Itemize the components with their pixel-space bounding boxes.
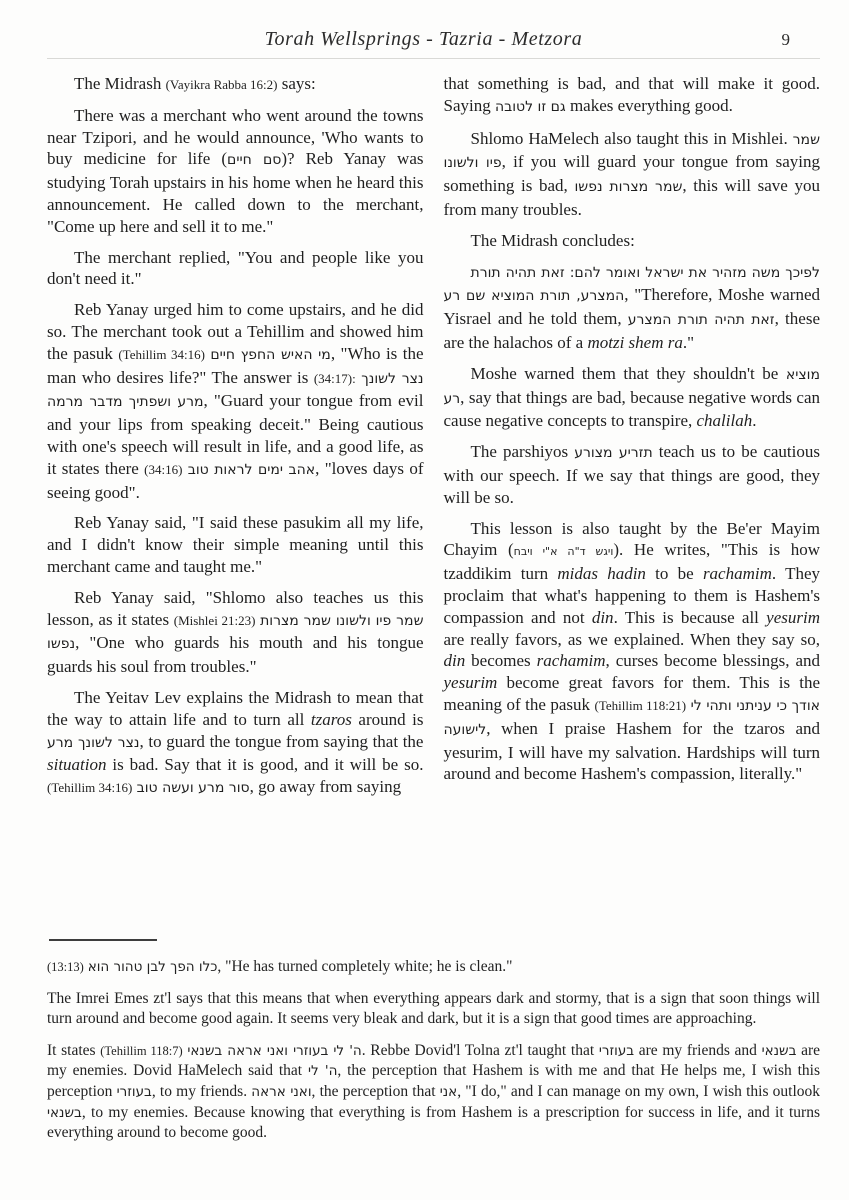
paragraph [47,73,424,96]
hebrew-text: בעוזרי [598,1042,635,1059]
text-run: Reb Yanay urged him to come upstairs, and he did so. The merchant took out a Tehillim and showed him the pasuk [47,300,424,363]
italic-term: chalilah [696,411,753,431]
italic-term: motzi shem ra [587,332,683,352]
italic-term: situation [47,755,107,775]
text-run: , this will save you from many troubles. [443,176,821,219]
footnotes-section [47,957,820,1144]
text-columns [47,73,820,923]
page-number: 9 [781,30,790,49]
text-run: , to guard the tongue from saying that the [139,731,424,751]
paragraph [444,230,821,252]
hebrew-text: מי האיש החפץ חיים [210,346,331,363]
hebrew-text: נצר לשונך מרע [47,734,140,751]
paragraph [444,441,821,508]
text-run: The Midrash concludes: [470,230,635,250]
hebrew-text: תזריע מצורע [574,445,653,462]
text-run: becomes [465,651,537,671]
hebrew-text: גם זו לטובה [494,98,566,115]
paragraph [47,587,424,678]
text-run: The Imrei Emes zt'l says that this means that when everything appears dark and stormy, that is a sign that soon things will turn around and become good again. It seems very bleak and dark, but it is a sign that good times are approaching. [47,989,820,1028]
hebrew-text: בעוזרי [116,1083,152,1100]
italic-term: rachamim [702,564,772,584]
text-run: , "Guard your tongue from evil and your lips from speaking deceit." Being cautious with one's speech will result in life, and a good life, as it states there [47,391,424,478]
hebrew-text: ואני אראה [251,1083,312,1100]
text-run: The Midrash [74,74,166,93]
hebrew-text: כלו הפך לבן טהור הוא [87,959,218,975]
text-run: are my friends and [634,1041,762,1059]
hebrew-text: סם חיים [227,152,282,169]
citation: (Mishlei 21:23) [173,612,256,628]
text-run: , curses become blessings, and [605,651,820,671]
hebrew-text: בשנאי [47,1104,82,1121]
italic-term: din [443,651,466,671]
hebrew-text: אודך כי עניתני ותהי לי לישועה [443,697,820,738]
paragraph [47,247,424,291]
hebrew-text: לפיכך משה מזהיר את ישראל ואומר להם: זאת תהיה תורת המצרע, תורת המוציא שם רע [443,264,820,305]
paragraph [47,512,424,577]
text-run: makes everything good. [565,95,733,115]
text-run: Reb Yanay said, "I said these pasukim all my life, and I didn't know their simple meaning until this merchant came and taught me." [47,513,424,576]
text-run: , "Who is the man who desires life?" The answer is [47,343,424,387]
paragraph [47,957,820,978]
hebrew-text: שמר פיו ולשונו שמר מצרות נפשו [47,612,424,653]
hebrew-citation: ויגש ד"ה א"י ויבח [513,545,614,559]
paragraph [444,128,821,221]
paragraph [47,299,424,503]
text-run: , to my friends. [151,1082,252,1100]
text-run: The parshiyos [470,442,575,462]
text-run: around is [351,709,424,729]
text-run: ." [682,332,695,352]
text-run: There was a merchant who went around the towns near Tzipori, and he would announce, 'Who wants to buy medicine for life ( [47,105,424,169]
text-run: The merchant replied, "You and people like you don't need it." [47,247,424,289]
text-run: are my enemies. Dovid HaMelech said that [47,1041,821,1080]
text-run: , "I do," and I can manage on my own, I wish this outlook [457,1082,821,1100]
hebrew-text: אהב ימים לראות טוב [187,461,316,478]
paragraph [444,363,821,432]
paragraph [47,687,424,800]
text-run: to be [645,564,703,584]
text-run: It states [47,1041,101,1059]
text-run: The Yeitav Lev explains the Midrash to mean that the way to attain life and to turn all [47,687,424,729]
page-header [47,24,820,59]
text-run: , "loves days of seeing good". [47,458,424,502]
paragraph [444,518,821,786]
paragraph [444,261,821,354]
text-run: , when I praise Hashem for the tzaros and yesurim, I will have my salvation. Hardships will turn around and become Hashem's compassion, literally." [443,718,820,784]
italic-term: midas hadin [557,564,646,584]
italic-term: yesurim [443,673,498,693]
paragraph [47,1041,820,1144]
text-run: are really favors, as we explained. When they say so, [443,629,820,649]
text-run: . This is because all [613,607,767,627]
citation: (Tehillim 34:16) [47,780,133,796]
text-run: . [752,411,757,431]
page-title: Torah Wellsprings - Tazria - Metzora [264,28,583,50]
text-run: , go away from saying [249,777,402,797]
italic-term: din [591,607,614,627]
text-run: that something is bad, and that will make it good. Saying [443,74,820,115]
hebrew-text: זאת תהיה תורת המצרע [627,312,775,329]
text-run: teach us to be cautious with our speech. If we say that things are good, they will be so. [443,442,820,507]
text-run: , say that things are bad, because negative words can cause negative concepts to transpire, [443,387,820,431]
italic-term: rachamim [536,651,606,671]
text-run: , to my enemies. Because knowing that everything is from Hashem is a prescription for success in life, and it turns everything around to become good. [47,1103,820,1142]
hebrew-text: סור מרע ועשה טוב [136,780,250,797]
text-run: , the perception that [311,1082,440,1100]
text-run: , "He has turned completely white; he is clean." [217,958,513,975]
paragraph [47,989,820,1030]
text-run: Reb Yanay said, "Shlomo also teaches us this lesson, as it states [47,587,424,629]
text-run: , if you will guard your tongue from saying something is bad, [443,152,820,196]
right-column [444,73,821,794]
text-run: , "Therefore, Moshe warned Yisrael and he told them, [443,285,821,329]
left-column [47,73,424,809]
citation: (Vayikra Rabba 16:2) [165,77,278,92]
hebrew-text: מוציא רע [443,366,820,407]
text-run: Shlomo HaMelech also taught this in Mishlei. [470,128,793,148]
text-run: , "One who guards his mouth and his tongue guards his soul from troubles." [47,633,424,677]
citation: (Tehillim 34:16) [118,346,205,362]
text-run: . They proclaim that what's happening to them is Hashem's compassion and not [443,564,821,627]
citation: (Tehillim 118:7) [100,1043,183,1058]
footnote-separator [49,939,157,941]
paragraph [444,73,821,119]
hebrew-text: ה' לי בעוזרי ואני אראה בשנאי [187,1042,362,1059]
italic-term: tzaros [310,709,352,729]
italic-term: yesurim [766,607,820,627]
hebrew-text: שמר פיו ולשונו [443,131,820,172]
text-run: This lesson is also taught by the Be'er Mayim Chayim ( [443,518,820,560]
text-run: )? Reb Yanay was studying Torah upstairs in his home when he heard this announcement. He called down to the merchant, "Come up here and sell it to me." [47,149,424,236]
text-run: . Rebbe Dovid'l Tolna zt'l taught that [361,1041,599,1059]
hebrew-text: ה' לי [307,1063,338,1080]
citation: (34:16) [144,461,183,477]
citation: (13:13) [47,960,84,974]
text-run: , the perception that Hashem is with me and that He helps me, I wish this perception [47,1062,820,1100]
hebrew-text: אני [439,1083,458,1100]
text-run: says: [277,74,316,93]
citation: (34:17): [313,370,356,386]
text-run: become great favors for them. This is the meaning of the pasuk [443,673,820,714]
text-run: ). He writes, "This is how tzaddikim turn [443,540,821,584]
text-run: , these are the halachos of a [443,309,820,352]
paragraph [47,105,424,238]
hebrew-text: שמר מצרות נפשו [574,179,683,196]
hebrew-text: נצר לשונך מרע ושפתיך מדבר מרמה [47,370,424,411]
text-run: Moshe warned them that they shouldn't be [470,363,786,383]
citation: (Tehillim 118:21) [594,697,687,713]
hebrew-text: בשנאי [761,1042,797,1059]
text-run: is bad. Say that it is good, and it will be so. [106,755,424,775]
